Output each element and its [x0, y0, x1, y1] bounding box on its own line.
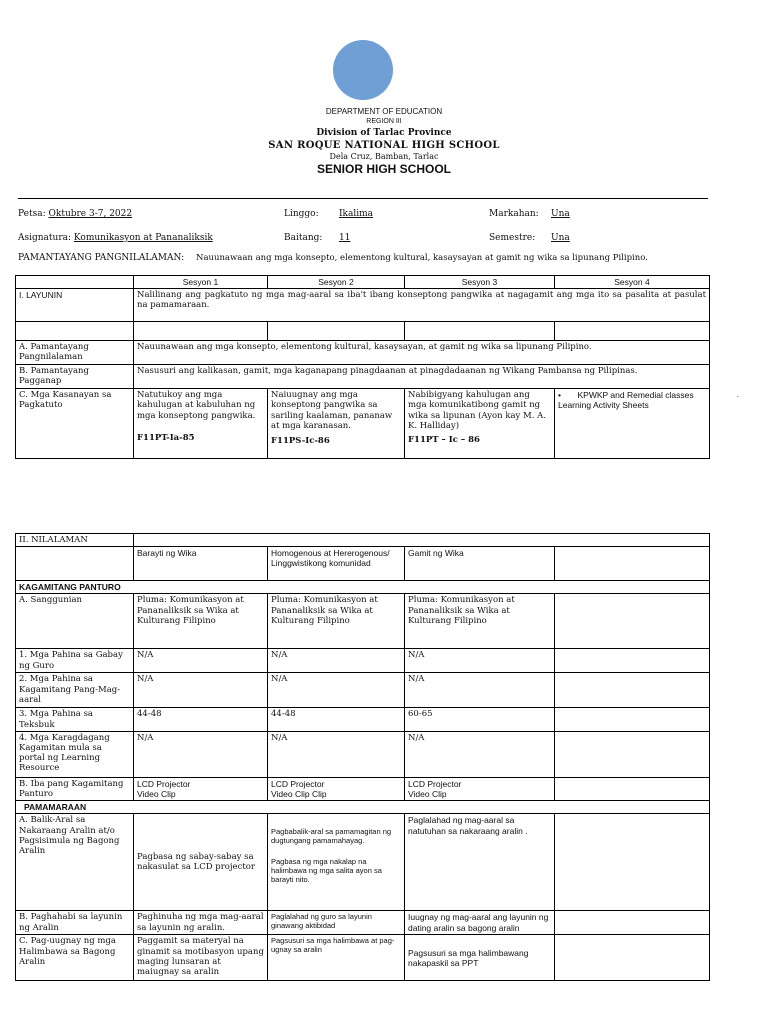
- blank-cell: [555, 673, 710, 708]
- school-name: SAN ROQUE NATIONAL HIGH SCHOOL: [268, 140, 500, 151]
- sanggunian-session-3: Pluma: Komunikasyon at Pananaliksik sa Wika at Kulturang Filipino: [405, 594, 555, 649]
- pamamaraan-label: PAMAMARAAN: [16, 801, 710, 814]
- asignatura-label: Asignatura:: [18, 233, 72, 243]
- linggo-label: Linggo:: [284, 209, 319, 219]
- kasanayan-s3-text: Nabibigyang kahulugan ang mga komunikatibong gamit ng wika sa lipunan (Ayon kay M. A. K. Halliday): [408, 390, 546, 431]
- teksbuk-session-3: 60-65: [405, 708, 555, 731]
- blank-cell: [555, 935, 710, 981]
- karagdagang-kagamitan-label: 4. Mga Karagdagang Kagamitan mula sa portal ng Learning Resource: [16, 731, 134, 777]
- layunin-label: I. LAYUNIN: [16, 289, 134, 322]
- sanggunian-session-1: Pluma: Komunikasyon at Pananaliksik sa Wika at Kulturang Filipino: [134, 594, 268, 649]
- kagamitang-session-1: N/A: [134, 673, 268, 708]
- petsa-label: Petsa:: [18, 209, 46, 219]
- pamantayang-pangnilalaman-label: A. Pamantayang Pangnilalaman: [16, 341, 134, 365]
- session-4-header: Sesyon 4: [555, 276, 710, 289]
- iba-s2-line1: LCD Projector: [271, 778, 325, 789]
- blank-cell: [555, 814, 710, 911]
- kasanayan-s2-text: Naiuugnay ang mga konseptong pangwika sa sariling kaalaman, pananaw at mga karanasan.: [271, 390, 393, 431]
- iba-s2-line2: Video Clip Clip: [271, 788, 327, 799]
- blank-cell: [134, 534, 710, 547]
- kasanayan-s2-code: F11PS-Ic-86: [271, 435, 330, 446]
- pamantayang-pagganap-text: Nasusuri ang kalikasan, gamit, mga kaganapang pinagdaanan at pinagdadaanan ng Wikang Pambansa ng Pilipinas.: [134, 365, 710, 389]
- gabay-label: 1. Mga Pahina sa Gabay ng Guro: [16, 649, 134, 673]
- layunin-table: [15, 275, 739, 459]
- gabay-session-3: N/A: [405, 649, 555, 673]
- semestre-value: Una: [551, 233, 570, 243]
- blank-cell: [555, 547, 710, 581]
- kasanayan-s4-item1: KPWKP and Remedial classes: [577, 390, 694, 401]
- bullet-icon: •: [558, 390, 561, 401]
- empty-header-cell: [16, 276, 134, 289]
- karagdagang-session-2: N/A: [268, 731, 405, 777]
- asignatura-field: [18, 233, 213, 243]
- semestre-label: Semestre:: [489, 233, 536, 243]
- nilalaman-label: II. NILALAMAN: [16, 534, 134, 547]
- iba-session-1: [134, 777, 268, 800]
- pag-uugnay-label: C. Pag-uugnay ng mga Halimbawa sa Bagong Aralin: [16, 935, 134, 981]
- topic-session-1: Barayti ng Wika: [134, 547, 268, 581]
- karagdagang-session-1: N/A: [134, 731, 268, 777]
- paghahabi-session-3: Iuugnay ng mag-aaral ang layunin ng dating aralin sa bagong aralin: [405, 911, 555, 935]
- sanggunian-label: A. Sanggunian: [16, 594, 134, 649]
- kagamitang-panturo-label: KAGAMITANG PANTURO: [16, 581, 710, 594]
- pag-uugnay-session-1: Paggamit sa materyal na ginamit sa motibasyon upang maging lunsaran at maiugnay sa aralin: [134, 935, 268, 981]
- kasanayan-label: C. Mga Kasanayan sa Pagkatuto: [16, 389, 134, 459]
- baitang-value: 11: [339, 233, 351, 243]
- iba-s3-line2: Video Clip: [408, 788, 447, 799]
- blank-cell: [555, 322, 710, 341]
- blank-cell: [555, 594, 710, 649]
- kasanayan-session-2: [268, 389, 405, 459]
- blank-cell: [555, 911, 710, 935]
- sanggunian-session-2: Pluma: Komunikasyon at Pananaliksik sa Wika at Kulturang Filipino: [268, 594, 405, 649]
- iba-session-2: [268, 777, 405, 800]
- balik-session-1: Pagbasa ng sabay-sabay sa nakasulat sa LCD projector: [134, 814, 268, 911]
- region-heading: REGION III: [366, 118, 402, 125]
- topic-session-2: Homogenous at Hererogenous/ Linggwistikong komunidad: [268, 547, 405, 581]
- teksbuk-session-2: 44-48: [268, 708, 405, 731]
- pag-uugnay-session-2: Pagsusuri sa mga halimbawa at pag-ugnay sa aralin: [268, 935, 405, 981]
- school-address: Dela Cruz, Bamban, Tarlac: [329, 152, 439, 161]
- session-1-header: Sesyon 1: [134, 276, 268, 289]
- markahan-value: Una: [551, 209, 570, 219]
- blank-cell: [268, 322, 405, 341]
- blank-cell: [555, 708, 710, 731]
- kasanayan-s1-text: Natutukoy ang mga kahulugan at kabuluhan ng mga konseptong pangwika.: [137, 390, 256, 421]
- kasanayan-session-4: [555, 389, 739, 459]
- gabay-session-2: N/A: [268, 649, 405, 673]
- blank-cell: [16, 322, 134, 341]
- kagamitang-session-3: N/A: [405, 673, 555, 708]
- pamantayan-label: PAMANTAYANG PANGNILALAMAN:: [18, 253, 185, 263]
- balik-session-3: Paglalahad ng mag-aaral sa natutuhan sa nakaraang aralin .: [405, 814, 555, 911]
- pamantayan-value: Nauunawaan ang mga konsepto, elementong kultural, kasaysayan at gamit ng wika sa lipunang Pilipino.: [196, 253, 648, 263]
- pamantayang-pangnilalaman-text: Nauunawaan ang mga konsepto, elementong kultural, kasaysayan, at gamit ng wika sa lipunang Pilipino.: [134, 341, 710, 365]
- topic-session-3: Gamit ng Wika: [405, 547, 555, 581]
- kasanayan-s4-item2: Learning Activity Sheets: [558, 400, 649, 411]
- kasanayan-s4-dot: .: [736, 389, 739, 400]
- blank-cell: [16, 547, 134, 581]
- paghahabi-session-2: Paglalahad ng guro sa layunin ginawang aktibidad: [268, 911, 405, 935]
- balik-s2-paragraph2: Pagbasa ng mga nakalap na halimbawa ng mga salita ayon sa barayti nito.: [271, 857, 382, 885]
- markahan-label: Markahan:: [489, 209, 539, 219]
- blank-cell: [134, 322, 268, 341]
- kasanayan-s1-code: F11PT-Ia-85: [137, 432, 195, 443]
- petsa-field: [18, 209, 132, 219]
- teksbuk-label: 3. Mga Pahina sa Teksbuk: [16, 708, 134, 731]
- blank-cell: [555, 777, 710, 800]
- teksbuk-session-1: 44-48: [134, 708, 268, 731]
- iba-session-3: [405, 777, 555, 800]
- blank-cell: [555, 649, 710, 673]
- nilalaman-table: [15, 533, 710, 981]
- baitang-label: Baitang:: [284, 233, 323, 243]
- pamantayang-pagganap-label: B. Pamantayang Pagganap: [16, 365, 134, 389]
- session-3-header: Sesyon 3: [405, 276, 555, 289]
- kagamitang-session-2: N/A: [268, 673, 405, 708]
- linggo-value: Ikalima: [339, 209, 374, 219]
- header-divider: [18, 198, 708, 199]
- iba-s1-line2: Video Clip: [137, 788, 176, 799]
- kasanayan-session-3: [405, 389, 555, 459]
- blank-cell: [405, 322, 555, 341]
- school-level: SENIOR HIGH SCHOOL: [316, 162, 451, 176]
- iba-s3-line1: LCD Projector: [408, 778, 462, 789]
- layunin-text: Nalilinang ang pagkatuto ng mga mag-aaral sa iba't ibang konseptong pangwika at nagagamit ang mga ito sa pasalita at pasulat na pamamaraan.: [134, 289, 710, 322]
- blank-cell: [555, 731, 710, 777]
- balik-s2-paragraph1: Pagbabalik-aral sa pamamagitan ng dugtungang pamamahayag.: [271, 827, 392, 846]
- department-heading: DEPARTMENT OF EDUCATION: [325, 107, 443, 116]
- school-logo: [333, 40, 393, 100]
- paghahabi-session-1: Paghinuha ng mga mag-aaral sa layunin ng aralin.: [134, 911, 268, 935]
- karagdagang-session-3: N/A: [405, 731, 555, 777]
- paghahabi-label: B. Paghahabi sa layunin ng Aralin: [16, 911, 134, 935]
- asignatura-value: Komunikasyon at Pananaliksik: [73, 233, 213, 243]
- kagamitang-mag-aaral-label: 2. Mga Pahina sa Kagamitang Pang-Mag-aaral: [16, 673, 134, 708]
- balik-session-2: [268, 814, 405, 911]
- iba-s1-line1: LCD Projector: [137, 778, 191, 789]
- kasanayan-s3-code: F11PT – Ic – 86: [408, 434, 480, 445]
- pag-uugnay-session-3: Pagsusuri sa mga halimbawang nakapaskil sa PPT: [405, 935, 555, 981]
- iba-pang-kagamitan-label: B. Iba pang Kagamitang Panturo: [16, 777, 134, 800]
- petsa-value: Oktubre 3-7, 2022: [48, 209, 133, 219]
- kasanayan-s4-line1: [558, 390, 706, 400]
- balik-aral-label: A. Balik-Aral sa Nakaraang Aralin at/o Pagsisimula ng Bagong Aralin: [16, 814, 134, 911]
- gabay-session-1: N/A: [134, 649, 268, 673]
- session-2-header: Sesyon 2: [268, 276, 405, 289]
- kasanayan-session-1: [134, 389, 268, 459]
- division-heading: Division of Tarlac Province: [316, 128, 452, 138]
